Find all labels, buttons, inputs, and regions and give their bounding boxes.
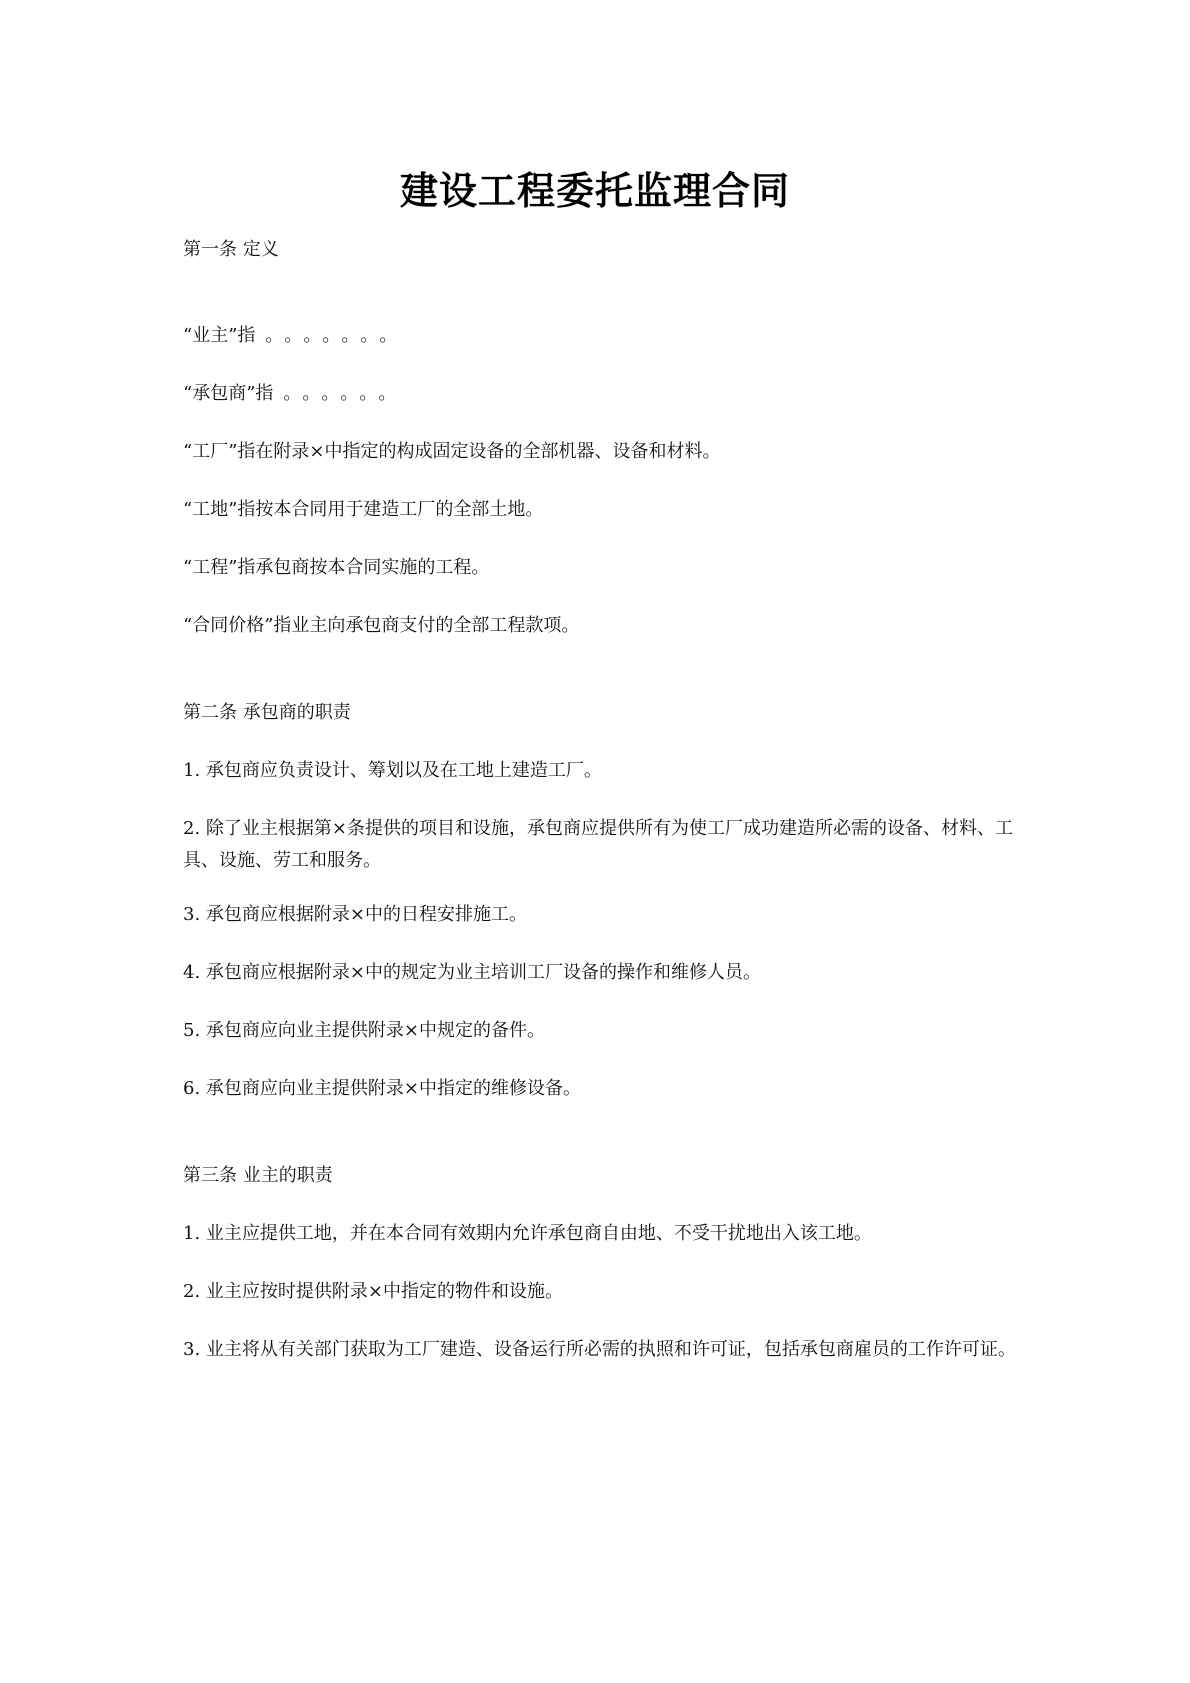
definition-placeholder-dots: 。。。。。。 [283, 383, 407, 404]
contractor-duty-item: 3. 承包商应根据附录×中的日程安排施工。 [183, 904, 527, 925]
owner-duty-item: 3. 业主将从有关部门获取为工厂建造、设备运行所必需的执照和许可证，包括承包商雇员的工作许可证。 [183, 1339, 1016, 1360]
contractor-duty-item: 2. 除了业主根据第×条提供的项目和设施，承包商应提供所有为使工厂成功建造所必需的设备、材料、工具、设施、劳工和服务。 [183, 818, 1013, 871]
owner-duty-item: 2. 业主应按时提供附录×中指定的物件和设施。 [183, 1281, 563, 1302]
definition-text: 指在附录×中指定的构成固定设备的全部机器、设备和材料。 [237, 441, 721, 462]
document-title: 建设工程委托监理合同 [399, 169, 790, 213]
definition-term: “业主”指 [183, 325, 256, 346]
article-1-heading: 第一条 定义 [183, 239, 279, 260]
definition-plant [183, 436, 721, 468]
definition-placeholder-dots: 。。。。。。。 [265, 325, 408, 346]
article-2-heading: 第二条 承包商的职责 [183, 702, 351, 723]
contractor-duty-item: 1. 承包商应负责设计、筹划以及在工地上建造工厂。 [183, 760, 602, 781]
definition-text: 指业主向承包商支付的全部工程款项。 [273, 615, 580, 636]
definition-term: “工地” [183, 499, 238, 520]
owner-duty-item: 1. 业主应提供工地，并在本合同有效期内允许承包商自由地、不受干扰地出入该工地。 [183, 1223, 872, 1244]
definition-contractor [183, 378, 406, 410]
article-3-heading: 第三条 业主的职责 [183, 1165, 333, 1186]
definition-owner [183, 320, 407, 352]
definition-text: 指按本合同用于建造工厂的全部土地。 [237, 499, 544, 520]
definition-term: “合同价格” [183, 615, 274, 636]
definition-contract-price [183, 610, 579, 642]
definition-site [183, 494, 543, 526]
definition-term: “承包商”指 [183, 383, 274, 404]
definition-term: “工程” [183, 557, 238, 578]
contractor-duty-item: 5. 承包商应向业主提供附录×中规定的备件。 [183, 1020, 545, 1041]
definition-text: 指承包商按本合同实施的工程。 [237, 557, 490, 578]
contractor-duty-item: 6. 承包商应向业主提供附录×中指定的维修设备。 [183, 1078, 581, 1099]
contractor-duty-item: 4. 承包商应根据附录×中的规定为业主培训工厂设备的操作和维修人员。 [183, 962, 761, 983]
definition-works [183, 552, 489, 584]
definition-term: “工厂” [183, 441, 238, 462]
